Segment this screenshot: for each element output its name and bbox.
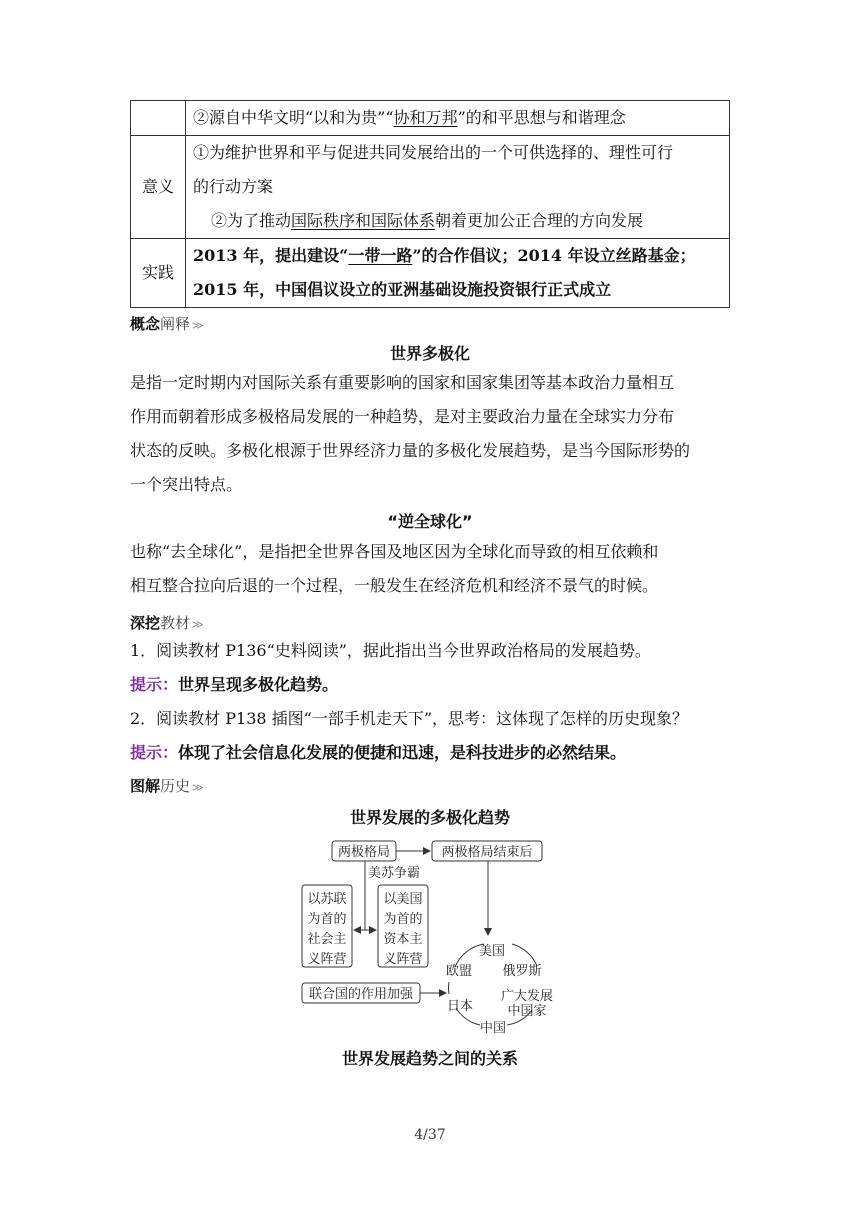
table-row-head: 意义 — [131, 136, 186, 239]
cell-text: 朝着更加公正合理的方向发展 — [435, 211, 644, 230]
concept-title: “逆全球化” — [387, 512, 473, 531]
node-japan: 日本 — [446, 999, 474, 1014]
hint-text: 世界呈现多极化趋势。 — [178, 675, 339, 694]
hint-text: 体现了社会信息化发展的便捷和迅速，是科技进步的必然结果。 — [178, 743, 627, 762]
node-soviet-line: 社会主 — [307, 932, 347, 947]
node-bipolar: 两极格局 — [337, 845, 391, 860]
section-label-sub: 阐释 — [160, 315, 191, 333]
page-number: 4/37 — [414, 1127, 446, 1143]
cell-line: 的行动方案 — [193, 177, 274, 196]
paragraph-line: 作用而朝着形成多极格局发展的一种趋势，是对主要政治力量在全球实力分布 — [130, 407, 675, 426]
node-rivalry: 美苏争霸 — [367, 866, 421, 881]
node-developing-line: 广大发展 — [500, 989, 554, 1004]
node-china: 中国 — [479, 1021, 507, 1036]
paragraph-line: 一个突出特点。 — [130, 475, 243, 494]
node-developing-line: 中国家 — [507, 1004, 547, 1019]
underlined-term: 国际秩序和国际体系 — [291, 211, 436, 230]
node-soviet-line: 以苏联 — [307, 892, 347, 907]
underlined-term: 协和万邦 — [393, 108, 458, 127]
chevron-down-icon: ≫ — [192, 781, 204, 794]
cell-text: ②为了推动 — [211, 211, 292, 230]
node-un: 联合国的作用加强 — [308, 987, 414, 1002]
cell-line: ①为维护世界和平与促进共同发展给出的一个可供选择的、理性可行 — [193, 143, 674, 162]
node-soviet-line: 为首的 — [307, 912, 347, 927]
paragraph-line: 相互整合拉向后退的一个过程，一般发生在经济危机和经济不景气的时候。 — [130, 576, 659, 595]
question: 1．阅读教材 P136“史料阅读”，据此指出当今世界政治格局的发展趋势。 — [130, 641, 651, 660]
hint-label: 提示： — [130, 675, 179, 694]
node-usa: 美国 — [478, 944, 506, 959]
cycle-arc — [512, 944, 537, 966]
node-eu: 欧盟 — [445, 964, 473, 979]
chevron-down-icon: ≫ — [192, 319, 204, 332]
hint-label: 提示： — [130, 743, 179, 762]
diagram-title: 世界发展的多极化趋势 — [349, 808, 510, 827]
cell-line: 2015 年，中国倡议设立的亚洲基础设施投资银行正式成立 — [193, 280, 612, 299]
section-label: 图解 — [130, 777, 161, 795]
cell-text: ”的合作倡议；2014 年设立丝路基金； — [412, 246, 696, 265]
underlined-term: 一带一路 — [348, 246, 413, 265]
node-russia: 俄罗斯 — [502, 964, 542, 979]
node-us-camp-line: 义阵营 — [383, 952, 423, 967]
node-soviet-line: 义阵营 — [307, 952, 347, 967]
node-us-camp-line: 资本主 — [383, 932, 423, 947]
table-row-head: 实践 — [131, 239, 186, 308]
paragraph-line: 也称“去全球化”，是指把全世界各国及地区因为全球化而导致的相互依赖和 — [130, 542, 659, 561]
question: 2．阅读教材 P138 插图“一部手机走天下”，思考：这体现了怎样的历史现象？ — [130, 709, 689, 728]
paragraph-line: 是指一定时期内对国际关系有重要影响的国家和国家集团等基本政治力量相互 — [130, 373, 675, 392]
node-us-camp-line: 以美国 — [383, 892, 423, 907]
section-label-sub: 历史 — [160, 777, 191, 795]
concept-title: 世界多极化 — [389, 344, 470, 363]
section-label: 概念 — [130, 315, 161, 333]
paragraph-line: 状态的反映。多极化根源于世界经济力量的多极化发展趋势，是当今国际形势的 — [130, 441, 691, 460]
node-after: 两极格局结束后 — [441, 845, 533, 860]
diagram-caption: 世界发展趋势之间的关系 — [341, 1049, 518, 1068]
section-label-sub: 教材 — [160, 614, 191, 632]
cell-text: ”的和平思想与和谐理念 — [457, 108, 626, 127]
chevron-down-icon: ≫ — [192, 618, 204, 631]
node-us-camp-line: 为首的 — [383, 912, 423, 927]
cell-text: 2013 年，提出建设“ — [193, 246, 349, 265]
section-label: 深挖 — [130, 614, 161, 632]
cell-text: ②源自中华文明“以和为贵”“ — [193, 108, 394, 127]
